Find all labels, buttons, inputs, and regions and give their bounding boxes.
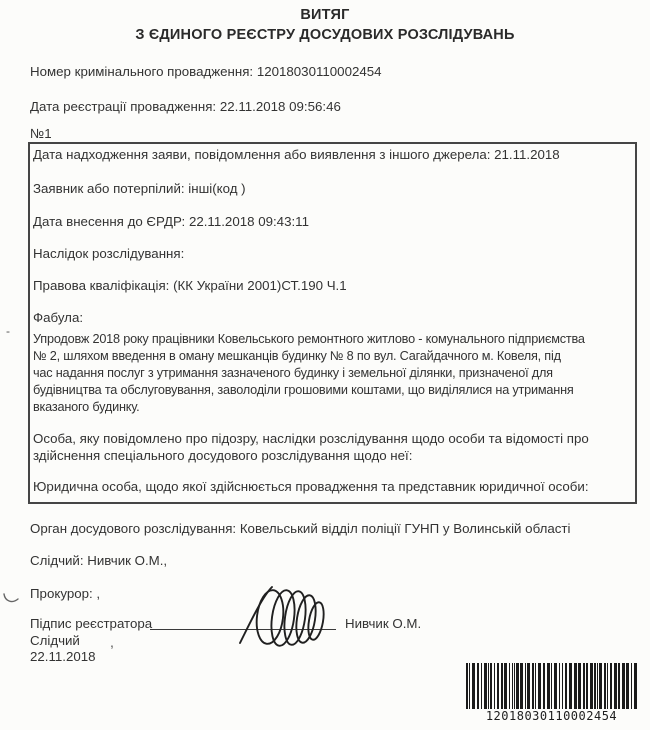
legal-qualification-label: Правова кваліфікація: [33,278,170,293]
registration-date-line [30,99,341,114]
case-number-value: 12018030110002454 [256,64,382,79]
fabula-paragraph [33,331,585,416]
suspect-info-line: здійснення спеціального досудового розслідування щодо неї: [33,448,413,463]
suspect-info-line: Особа, яку повідомлено про підозру, наслідки розслідування щодо особи та відомості про [33,431,589,446]
investigator-value: Нивчик О.М., [87,553,168,568]
signature-label: Підпис реєстратора [30,616,153,631]
receipt-date-label: Дата надходження заяви, повідомлення або виявлення з іншого джерела: [33,147,491,162]
record-box [28,142,637,504]
investigation-result-label: Наслідок розслідування: [33,246,185,261]
prosecutor-line [30,586,100,601]
erdr-date-value: 22.11.2018 09:43:11 [188,214,309,229]
applicant-value: інші(код ) [188,181,246,196]
registration-date-value: 22.11.2018 09:56:46 [219,99,341,114]
scan-artifact-dash: - [6,324,10,338]
legal-qualification-line [33,278,347,293]
investigator-label: Слідчий: [30,553,84,568]
authority-line [30,521,570,536]
legal-qualification-value: (КК України 2001)СТ.190 Ч.1 [173,278,347,293]
signer-role: Слідчий [30,633,80,648]
prosecutor-value: , [96,586,101,601]
signer-name: Нивчик О.М. [345,616,422,631]
prosecutor-label: Прокурор: [30,586,93,601]
receipt-date-value: 21.11.2018 [494,147,560,162]
registration-date-label: Дата реєстрації провадження: [30,99,217,114]
applicant-line [33,181,246,196]
barcode-number: 12018030110002454 [485,709,618,723]
fabula-line: час надання послуг з утримання зазначеного будинку і земельної ділянки, призначеної для [33,366,553,380]
barcode [466,663,637,723]
document-title-line1: ВИТЯГ [300,7,350,23]
scan-artifact-comma: , [110,634,114,650]
fabula-line: будівництва та обслуговування, заволоділи грошовими коштами, що виділялися на утримання [33,383,574,397]
scan-artifact-curve [2,592,20,605]
document-title-line2: З ЄДИНОГО РЕЄСТРУ ДОСУДОВИХ РОЗСЛІДУВАНЬ [135,27,515,43]
suspect-info-paragraph [33,430,589,464]
barcode-bars [466,663,637,709]
authority-value: Ковельський відділ поліції ГУНП у Волинській області [239,521,571,536]
fabula-label: Фабула: [33,310,84,325]
investigator-line [30,553,167,568]
case-number-label: Номер кримінального провадження: [30,64,254,79]
fabula-line: № 2, шляхом введення в оману мешканців будинку № 8 по вул. Сагайдачного м. Ковеля, під [33,349,561,363]
signature-scribble [237,583,339,654]
fabula-line: Упродовж 2018 року працівники Ковельського ремонтного житлово - комунального підприємства [33,332,585,346]
authority-label: Орган досудового розслідування: [30,521,237,536]
receipt-date-line [33,147,560,162]
record-number: №1 [30,126,52,141]
signature-date: 22.11.2018 [30,649,96,664]
case-number-line [30,64,382,79]
fabula-line: вказаного будинку. [33,400,140,414]
erdr-date-label: Дата внесення до ЄРДР: [33,214,186,229]
legal-entity-line: Юридична особа, щодо якої здійснюється провадження та представник юридичної особи: [33,479,589,494]
applicant-label: Заявник або потерпілий: [33,181,185,196]
signature-icon [237,583,339,651]
erdr-date-line [33,214,309,229]
